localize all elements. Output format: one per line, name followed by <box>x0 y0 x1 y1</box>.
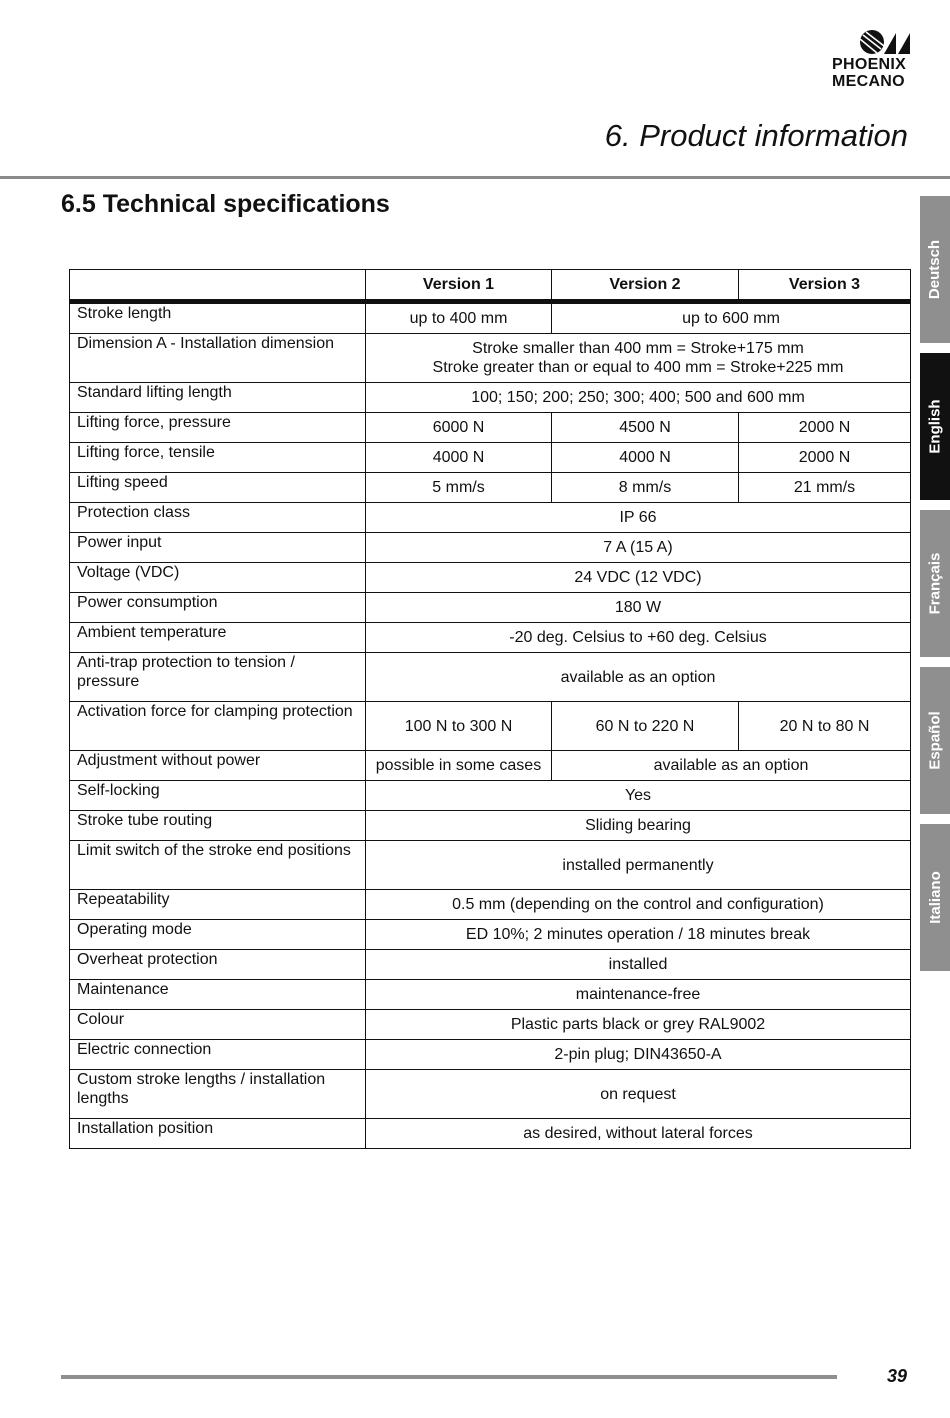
spec-label: Repeatability <box>70 890 366 920</box>
spec-label: Standard lifting length <box>70 383 366 413</box>
table-body <box>70 302 911 1149</box>
spec-value: 6000 N <box>366 413 552 443</box>
spec-value: Sliding bearing <box>366 811 911 841</box>
table-row <box>70 1010 911 1040</box>
table-row <box>70 302 911 334</box>
spec-label: Installation position <box>70 1119 366 1149</box>
brand-line-1: PHOENIX <box>832 56 907 73</box>
spec-value: 5 mm/s <box>366 473 552 503</box>
spec-value: up to 600 mm <box>552 302 911 334</box>
table-row <box>70 950 911 980</box>
spec-label: Lifting speed <box>70 473 366 503</box>
spec-value: maintenance-free <box>366 980 911 1010</box>
spec-value: 100 N to 300 N <box>366 702 552 751</box>
spec-label: Voltage (VDC) <box>70 563 366 593</box>
language-tab-label: Français <box>926 552 944 615</box>
header-cell-version-3: Version 3 <box>739 270 911 302</box>
language-tab-label: Deutsch <box>926 239 944 300</box>
header-cell-version-1: Version 1 <box>366 270 552 302</box>
spec-value: 0.5 mm (depending on the control and configuration) <box>366 890 911 920</box>
spec-label: Adjustment without power <box>70 751 366 781</box>
spec-value <box>366 334 911 383</box>
table-row <box>70 533 911 563</box>
table-row <box>70 653 911 702</box>
table-row <box>70 811 911 841</box>
spec-value: available as an option <box>552 751 911 781</box>
table-row <box>70 563 911 593</box>
spec-value: on request <box>366 1070 911 1119</box>
spec-label: Self-locking <box>70 781 366 811</box>
spec-value: installed permanently <box>366 841 911 890</box>
language-tab-deutsch[interactable] <box>920 196 950 343</box>
spec-label: Activation force for clamping protection <box>70 702 366 751</box>
spec-label: Ambient temperature <box>70 623 366 653</box>
spec-label: Overheat protection <box>70 950 366 980</box>
technical-specifications-table <box>69 269 911 1149</box>
spec-value-line: Stroke greater than or equal to 400 mm = Stroke+225 mm <box>432 359 844 376</box>
language-tab-english[interactable] <box>920 353 950 500</box>
phoenix-mecano-logo-icon <box>860 30 916 54</box>
table-row <box>70 781 911 811</box>
spec-label: Stroke tube routing <box>70 811 366 841</box>
spec-value: 4000 N <box>366 443 552 473</box>
spec-value: Yes <box>366 781 911 811</box>
language-tab-label: English <box>926 399 944 454</box>
spec-value: 60 N to 220 N <box>552 702 739 751</box>
spec-value: 2000 N <box>739 443 911 473</box>
spec-value: available as an option <box>366 653 911 702</box>
spec-value: up to 400 mm <box>366 302 552 334</box>
table-row <box>70 890 911 920</box>
language-tab-label: Italiano <box>926 871 944 924</box>
spec-value: 180 W <box>366 593 911 623</box>
spec-label: Electric connection <box>70 1040 366 1070</box>
brand-logo <box>832 30 920 90</box>
header-divider <box>0 176 950 179</box>
table-row <box>70 1040 911 1070</box>
spec-label: Anti-trap protection to tension / pressure <box>70 653 366 702</box>
table-row <box>70 503 911 533</box>
language-tab-label: Español <box>926 711 944 770</box>
spec-value: 100; 150; 200; 250; 300; 400; 500 and 600 mm <box>366 383 911 413</box>
spec-label: Lifting force, tensile <box>70 443 366 473</box>
table-row <box>70 334 911 383</box>
spec-value: 24 VDC (12 VDC) <box>366 563 911 593</box>
table-row <box>70 702 911 751</box>
table-row <box>70 413 911 443</box>
table-row <box>70 623 911 653</box>
spec-value: installed <box>366 950 911 980</box>
spec-value: -20 deg. Celsius to +60 deg. Celsius <box>366 623 911 653</box>
language-tab-espaol[interactable] <box>920 667 950 814</box>
spec-label: Stroke length <box>70 302 366 334</box>
brand-name <box>832 56 920 90</box>
table-row <box>70 443 911 473</box>
spec-label: Protection class <box>70 503 366 533</box>
spec-label: Power input <box>70 533 366 563</box>
spec-value: 2000 N <box>739 413 911 443</box>
spec-label: Operating mode <box>70 920 366 950</box>
spec-label: Lifting force, pressure <box>70 413 366 443</box>
spec-value: possible in some cases <box>366 751 552 781</box>
table-row <box>70 1119 911 1149</box>
table-row <box>70 980 911 1010</box>
table-row <box>70 920 911 950</box>
spec-value: ED 10%; 2 minutes operation / 18 minutes break <box>366 920 911 950</box>
spec-label: Dimension A - Installation dimension <box>70 334 366 383</box>
spec-value: 4000 N <box>552 443 739 473</box>
spec-value: 2-pin plug; DIN43650-A <box>366 1040 911 1070</box>
header-cell-empty <box>70 270 366 302</box>
page-number: 39 <box>887 1366 908 1386</box>
footer-divider <box>61 1375 837 1379</box>
brand-line-2: MECANO <box>832 73 905 90</box>
spec-label: Custom stroke lengths / installation lengths <box>70 1070 366 1119</box>
table-row <box>70 751 911 781</box>
table-row <box>70 473 911 503</box>
spec-value: 21 mm/s <box>739 473 911 503</box>
spec-value: 20 N to 80 N <box>739 702 911 751</box>
table-row <box>70 383 911 413</box>
table-row <box>70 1070 911 1119</box>
language-tabs <box>920 196 950 981</box>
spec-value: as desired, without lateral forces <box>366 1119 911 1149</box>
spec-value: 8 mm/s <box>552 473 739 503</box>
table-row <box>70 593 911 623</box>
table-row <box>70 841 911 890</box>
table-header-row <box>70 270 911 302</box>
spec-value-line: Stroke smaller than 400 mm = Stroke+175 mm <box>472 340 804 357</box>
chapter-title: 6. Product information <box>604 118 908 153</box>
language-tab-italiano[interactable] <box>920 824 950 971</box>
spec-value: Plastic parts black or grey RAL9002 <box>366 1010 911 1040</box>
spec-value: 4500 N <box>552 413 739 443</box>
spec-label: Colour <box>70 1010 366 1040</box>
header-cell-version-2: Version 2 <box>552 270 739 302</box>
section-title: 6.5 Technical specifications <box>61 190 390 218</box>
spec-label: Maintenance <box>70 980 366 1010</box>
language-tab-franais[interactable] <box>920 510 950 657</box>
spec-value: 7 A (15 A) <box>366 533 911 563</box>
spec-label: Power consumption <box>70 593 366 623</box>
spec-value: IP 66 <box>366 503 911 533</box>
spec-label: Limit switch of the stroke end positions <box>70 841 366 890</box>
